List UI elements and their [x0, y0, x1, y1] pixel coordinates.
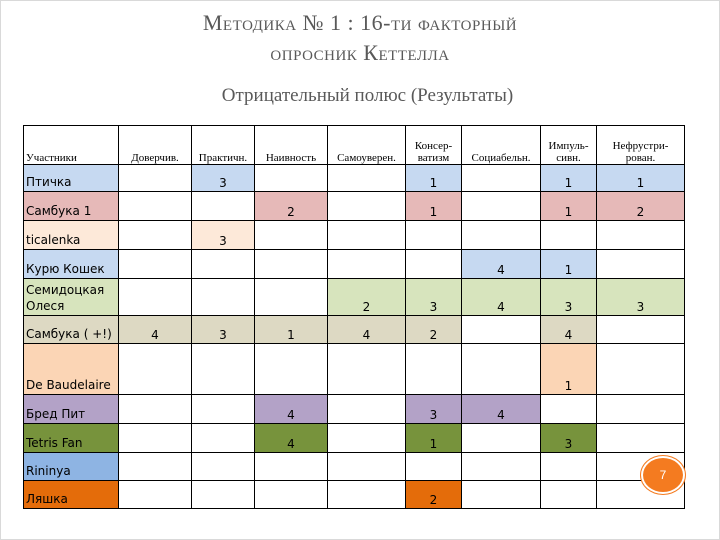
score-cell: 1: [406, 424, 462, 453]
table-header-row: [24, 126, 685, 165]
score-cell: [119, 344, 192, 395]
score-cell: [119, 165, 192, 192]
score-cell: 1: [541, 344, 597, 395]
score-cell: 3: [541, 279, 597, 316]
score-cell: [406, 221, 462, 250]
score-cell: [192, 453, 255, 481]
score-cell: [328, 192, 406, 221]
column-header: Нефрустри-рован.: [597, 126, 685, 165]
score-cell: 4: [462, 250, 541, 279]
score-cell: [328, 165, 406, 192]
score-cell: [192, 192, 255, 221]
score-cell: [255, 453, 328, 481]
participant-name: Самбука 1: [24, 192, 119, 221]
score-cell: [192, 424, 255, 453]
score-cell: 4: [255, 424, 328, 453]
table-body: [24, 165, 685, 509]
score-cell: 3: [406, 395, 462, 424]
slide-title-line-1: Методика № 1 : 16-ти факторный: [202, 10, 518, 35]
score-cell: [597, 316, 685, 344]
participant-name: Tetris Fan: [24, 424, 119, 453]
score-cell: [328, 453, 406, 481]
score-cell: [192, 250, 255, 279]
score-cell: [192, 395, 255, 424]
column-header: Консер-ватизм: [406, 126, 462, 165]
table-row: [24, 165, 685, 192]
score-cell: [462, 316, 541, 344]
table-row: [24, 192, 685, 221]
score-cell: [541, 481, 597, 509]
score-cell: [462, 221, 541, 250]
score-cell: 1: [406, 165, 462, 192]
score-cell: [406, 344, 462, 395]
table-row: [24, 221, 685, 250]
table-row: [24, 481, 685, 509]
score-cell: [255, 221, 328, 250]
column-header: Практичн.: [192, 126, 255, 165]
score-cell: [541, 221, 597, 250]
score-cell: [119, 424, 192, 453]
score-cell: [192, 279, 255, 316]
score-cell: [597, 250, 685, 279]
score-cell: [462, 165, 541, 192]
score-cell: 1: [541, 165, 597, 192]
score-cell: [541, 453, 597, 481]
score-cell: 2: [255, 192, 328, 221]
score-cell: [255, 279, 328, 316]
score-cell: [597, 221, 685, 250]
score-cell: [192, 481, 255, 509]
score-cell: 2: [406, 481, 462, 509]
score-cell: 2: [328, 279, 406, 316]
score-cell: [192, 344, 255, 395]
score-cell: [597, 424, 685, 453]
score-cell: 3: [597, 279, 685, 316]
table-row: [24, 279, 685, 316]
score-cell: 3: [406, 279, 462, 316]
score-cell: 4: [462, 279, 541, 316]
score-cell: [328, 221, 406, 250]
column-header: Самоуверен.: [328, 126, 406, 165]
score-cell: 2: [406, 316, 462, 344]
participant-name: Курю Кошек: [24, 250, 119, 279]
score-cell: [255, 165, 328, 192]
score-cell: [406, 453, 462, 481]
score-cell: [541, 395, 597, 424]
score-cell: [462, 453, 541, 481]
score-cell: [119, 221, 192, 250]
score-cell: 4: [119, 316, 192, 344]
column-header: Наивность: [255, 126, 328, 165]
table-row: [24, 316, 685, 344]
column-header: Доверчив.: [119, 126, 192, 165]
score-cell: 3: [192, 316, 255, 344]
score-cell: 1: [541, 192, 597, 221]
score-cell: [328, 344, 406, 395]
results-table: [23, 125, 685, 509]
score-cell: [406, 250, 462, 279]
score-cell: 1: [406, 192, 462, 221]
score-cell: [462, 192, 541, 221]
score-cell: [119, 279, 192, 316]
slide-subtitle: Отрицательный полюс (Результаты): [221, 85, 514, 106]
column-header: Импуль-сивн.: [541, 126, 597, 165]
score-cell: [328, 424, 406, 453]
participant-name: ticalenka: [24, 221, 119, 250]
score-cell: [119, 250, 192, 279]
participant-name: Птичка: [24, 165, 119, 192]
table-row: [24, 250, 685, 279]
score-cell: [462, 424, 541, 453]
score-cell: [255, 344, 328, 395]
slide-title-line-2: опросник Кеттелла: [270, 40, 450, 65]
score-cell: 3: [541, 424, 597, 453]
participant-name: Самбука ( +!): [24, 316, 119, 344]
participant-name: Rininya: [24, 453, 119, 481]
participant-name: De Baudelaire: [24, 344, 119, 395]
participant-name: Бред Пит: [24, 395, 119, 424]
score-cell: [255, 250, 328, 279]
score-cell: 1: [541, 250, 597, 279]
score-cell: 1: [597, 165, 685, 192]
table-row: [24, 453, 685, 481]
score-cell: [328, 481, 406, 509]
participant-name: Семидоцкая Олеся: [24, 279, 119, 316]
score-cell: 3: [192, 221, 255, 250]
score-cell: [119, 481, 192, 509]
score-cell: 4: [462, 395, 541, 424]
score-cell: [328, 395, 406, 424]
score-cell: [597, 395, 685, 424]
table-row: [24, 344, 685, 395]
score-cell: 4: [255, 395, 328, 424]
score-cell: [119, 192, 192, 221]
score-cell: [597, 344, 685, 395]
score-cell: 4: [328, 316, 406, 344]
page-number-badge: 7: [641, 456, 685, 494]
score-cell: 4: [541, 316, 597, 344]
score-cell: [119, 395, 192, 424]
score-cell: 2: [597, 192, 685, 221]
column-header: Социабельн.: [462, 126, 541, 165]
score-cell: [462, 481, 541, 509]
score-cell: 3: [192, 165, 255, 192]
table-row: [24, 424, 685, 453]
participant-name: Ляшка: [24, 481, 119, 509]
score-cell: [328, 250, 406, 279]
score-cell: [462, 344, 541, 395]
table-row: [24, 395, 685, 424]
score-cell: [119, 453, 192, 481]
score-cell: [255, 481, 328, 509]
score-cell: 1: [255, 316, 328, 344]
column-header-participants: Участники: [24, 126, 119, 165]
